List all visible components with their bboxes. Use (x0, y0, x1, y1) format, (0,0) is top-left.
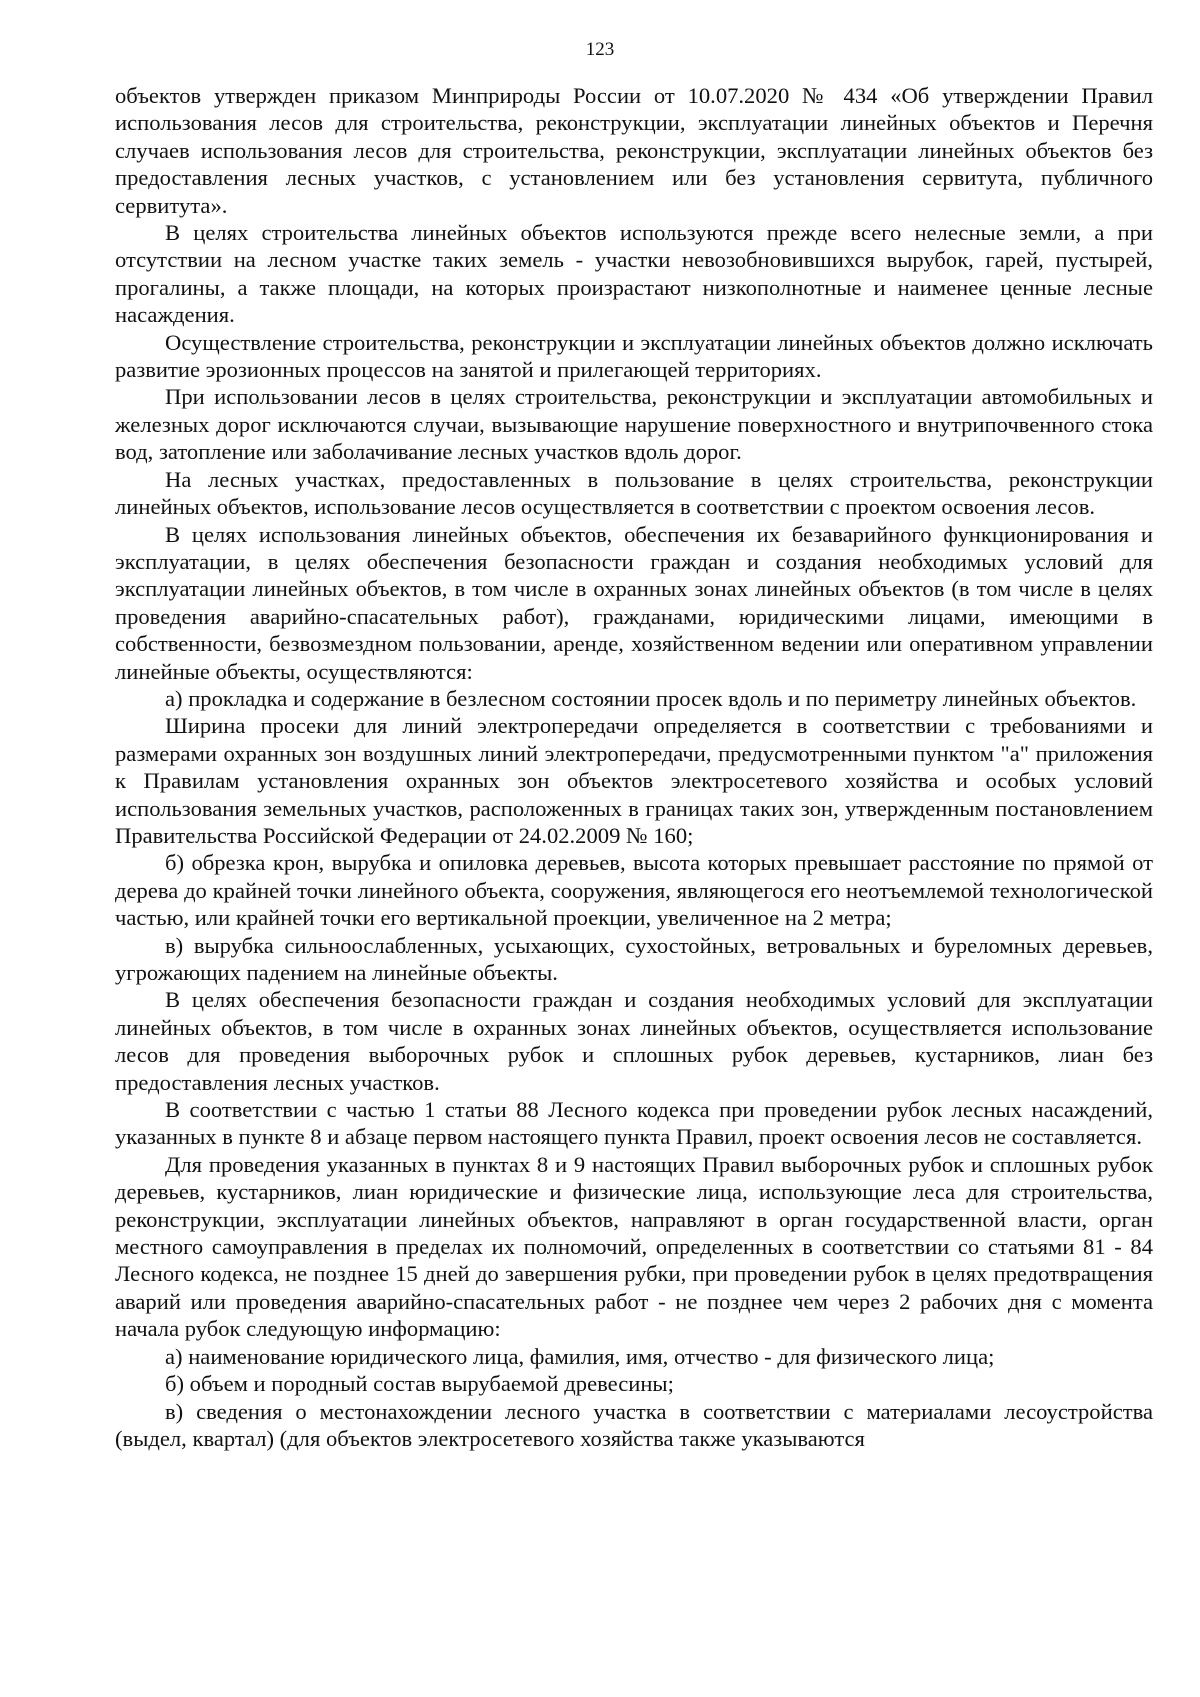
paragraph: При использовании лесов в целях строительства, реконструкции и эксплуатации автомобильных и железных дорог исключаются случаи, вызывающие нарушение поверхностного и внутрипочвенного стока вод, затопление или заболачивание лесных участков вдоль дорог. (115, 384, 1153, 465)
list-item-b: б) обрезка крон, вырубка и опиловка деревьев, высота которых превышает расстояние по прямой от дерева до крайней точки линейного объекта, сооружения, являющегося его неотъемлемой технологической частью, или крайней точки его вертикальной проекции, увеличенное на 2 метра; (115, 850, 1153, 931)
paragraph: В целях строительства линейных объектов используются прежде всего нелесные земли, а при отсутствии на лесном участке таких земель - участки невозобновившихся вырубок, гарей, пустырей, прогалины, а также площади, на которых произрастают низкополнотные и наименее ценные лесные насаждения. (115, 220, 1153, 328)
list-item-a: а) прокладка и содержание в безлесном состоянии просек вдоль и по периметру линейных объектов. (165, 685, 1137, 711)
paragraph: В целях обеспечения безопасности граждан и создания необходимых условий для эксплуатации линейных объектов, в том числе в охранных зонах линейных объектов, осуществляется использование лесов для проведения выборочных рубок и сплошных рубок деревьев, кустарников, лиан без предоставления лесных участков. (115, 987, 1153, 1095)
paragraph: Ширина просеки для линий электропередачи определяется в соответствии с требованиями и размерами охранных зон воздушных линий электропередачи, предусмотренными пунктом "а" приложения к Правилам установления охранных зон объектов электросетевого хозяйства и особых условий использования земельных участков, расположенных в границах таких зон, утвержденным постановлением Правительства Российской Федерации от 24.02.2009 № 160; (115, 713, 1153, 848)
paragraph: В соответствии с частью 1 статьи 88 Лесного кодекса при проведении рубок лесных насаждений, указанных в пункте 8 и абзаце первом настоящего пункта Правил, проект освоения лесов не составляется. (115, 1097, 1153, 1150)
list-item-v: в) вырубка сильноослабленных, усыхающих, сухостойных, ветровальных и буреломных деревьев, угрожающих падением на линейные объекты. (115, 932, 1153, 985)
list-item-b: б) объем и породный состав вырубаемой древесины; (165, 1371, 674, 1397)
list-item-v: в) сведения о местонахождении лесного участка в соответствии с материалами лесоустройства (выдел, квартал) (для объектов электросетевого хозяйства также указываются (115, 1398, 1153, 1451)
page-number: 123 (585, 39, 615, 60)
document-body (115, 82, 1153, 1452)
paragraph: объектов утвержден приказом Минприроды России от 10.07.2020 № 434 «Об утверждении Правил использования лесов для строительства, реконструкции, эксплуатации линейных объектов и Перечня случаев использования лесов для строительства, реконструкции, эксплуатации линейных объектов без предоставления лесных участков, с установлением или без установления сервитута, публичного сервитута». (115, 83, 1153, 218)
paragraph: На лесных участках, предоставленных в пользование в целях строительства, реконструкции линейных объектов, использование лесов осуществляется в соответствии с проектом освоения лесов. (115, 466, 1153, 520)
list-item-a: а) наименование юридического лица, фамилия, имя, отчество - для физического лица; (165, 1343, 995, 1369)
paragraph: В целях использования линейных объектов, обеспечения их безаварийного функционирования и эксплуатации, в целях обеспечения безопасности граждан и создания необходимых условий для эксплуатации линейных объектов, в том числе в охранных зонах линейных объектов (в том числе в целях проведения аварийно-спасательных работ), гражданами, юридическими лицами, имеющими в собственности, безвозмездном пользовании, аренде, хозяйственном ведении или оперативном управлении линейные объекты, осуществляются: (115, 521, 1153, 684)
paragraph: Осуществление строительства, реконструкции и эксплуатации линейных объектов должно исключать развитие эрозионных процессов на занятой и прилегающей территориях. (115, 329, 1153, 383)
paragraph: Для проведения указанных в пунктах 8 и 9 настоящих Правил выборочных рубок и сплошных рубок деревьев, кустарников, лиан юридические и физические лица, использующие леса для строительства, реконструкции, эксплуатации линейных объектов, направляют в орган государственной власти, орган местного самоуправления в пределах их полномочий, определенных в соответствии со статьями 81 - 84 Лесного кодекса, не позднее 15 дней до завершения рубки, при проведении рубок в целях предотвращения аварий или проведения аварийно-спасательных работ - не позднее чем через 2 рабочих дня с момента начала рубок следующую информацию: (115, 1151, 1153, 1342)
